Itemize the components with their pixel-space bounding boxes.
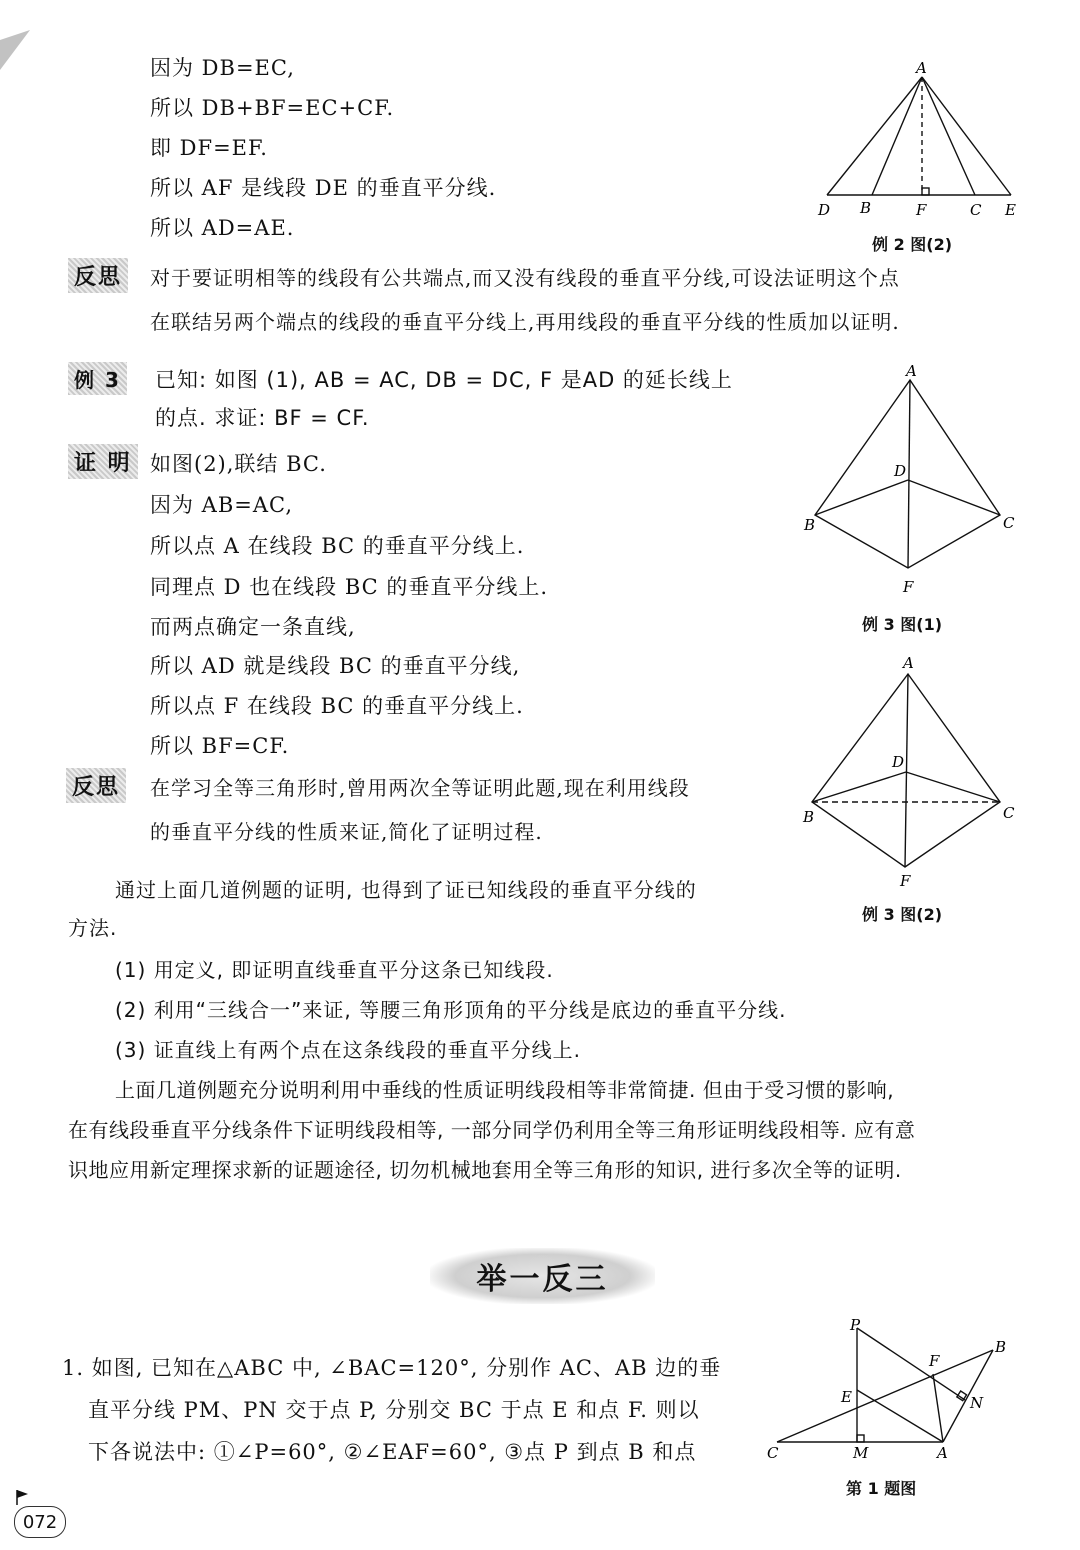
closing-line: 识地应用新定理探求新的证题途径, 切勿机械地套用全等三角形的知识, 进行多次全等的证明. <box>68 1158 902 1182</box>
point-label: N <box>970 1394 984 1412</box>
reflection-label: 反思 <box>68 258 128 293</box>
point-label: B <box>995 1338 1007 1356</box>
point-label: A <box>906 362 917 380</box>
exercise-line: 1. 如图, 已知在△ABC 中, ∠BAC=120°, 分别作 AC、AB 边的垂 <box>62 1356 722 1380</box>
point-label: A <box>937 1444 948 1462</box>
point-label: C <box>1003 804 1015 822</box>
proof-line: 如图(2),联结 BC. <box>150 452 327 476</box>
reflection-line: 对于要证明相等的线段有公共端点,而又没有线段的垂直平分线,可设法证明这个点 <box>150 266 900 290</box>
point-label: E <box>1005 201 1016 219</box>
proof-line: 所以 BF=CF. <box>150 734 290 758</box>
point-label: F <box>903 578 914 596</box>
example3-figure2 <box>800 652 1030 892</box>
proof-line: 即 DF=EF. <box>150 136 268 160</box>
proof-line: 而两点确定一条直线, <box>150 615 356 639</box>
point-label: C <box>970 201 982 219</box>
reflection-label: 反思 <box>66 768 126 803</box>
summary-intro: 通过上面几道例题的证明, 也得到了证已知线段的垂直平分线的 <box>115 878 697 902</box>
closing-line: 在有线段垂直平分线条件下证明线段相等, 一部分同学仍利用全等三角形证明线段相等. 应有意 <box>68 1118 916 1142</box>
closing-line: 上面几道例题充分说明利用中垂线的性质证明线段相等非常简捷. 但由于受习惯的影响, <box>115 1078 895 1102</box>
proof-line: 所以 AD=AE. <box>150 216 295 240</box>
figure-caption: 例 2 图(2) <box>872 235 953 254</box>
example-label: 例 3 <box>68 362 127 395</box>
figure-caption: 第 1 题图 <box>846 1479 917 1498</box>
point-label: B <box>860 199 872 217</box>
point-label: M <box>853 1444 869 1462</box>
point-label: F <box>916 201 927 219</box>
point-label: F <box>900 872 911 890</box>
proof-line: 所以 AD 就是线段 BC 的垂直平分线, <box>150 654 521 678</box>
point-label: P <box>850 1316 861 1334</box>
proof-line: 所以 DB+BF=EC+CF. <box>150 96 395 120</box>
point-label: A <box>903 654 914 672</box>
example3-figure1 <box>800 360 1030 605</box>
figure-caption: 例 3 图(2) <box>862 905 943 924</box>
proof-line: 所以 AF 是线段 DE 的垂直平分线. <box>150 176 497 200</box>
point-label: E <box>841 1388 852 1406</box>
proof-line: 所以点 A 在线段 BC 的垂直平分线上. <box>150 534 525 558</box>
section-title: 举一反三 <box>430 1248 655 1304</box>
method-item: (2) 利用“三线合一”来证, 等腰三角形顶角的平分线是底边的垂直平分线. <box>115 998 787 1022</box>
figure-caption: 例 3 图(1) <box>862 615 943 634</box>
point-label: D <box>818 201 831 219</box>
example2-figure2 <box>815 55 1030 230</box>
summary-intro: 方法. <box>68 916 118 940</box>
exercise-line: 直平分线 PM、PN 交于点 P, 分别交 BC 于点 E 和点 F. 则以 <box>88 1398 700 1422</box>
corner-decoration <box>0 30 40 80</box>
reflection-line: 在联结另两个端点的线段的垂直平分线上,再用线段的垂直平分线的性质加以证明. <box>150 310 900 334</box>
point-label: B <box>804 516 816 534</box>
example-line: 已知: 如图 (1), AB = AC, DB = DC, F 是AD 的延长线上 <box>155 368 733 392</box>
method-item: (3) 证直线上有两个点在这条线段的垂直平分线上. <box>115 1038 582 1062</box>
point-label: B <box>803 808 815 826</box>
page-number: 072 <box>14 1506 66 1538</box>
point-label: C <box>1003 514 1015 532</box>
proof-line: 因为 AB=AC, <box>150 493 294 517</box>
reflection-line: 在学习全等三角形时,曾用两次全等证明此题,现在利用线段 <box>150 776 690 800</box>
point-label: A <box>916 59 927 77</box>
example-line: 的点. 求证: BF = CF. <box>155 406 370 430</box>
proof-line: 同理点 D 也在线段 BC 的垂直平分线上. <box>150 575 549 599</box>
method-item: (1) 用定义, 即证明直线垂直平分这条已知线段. <box>115 958 554 982</box>
reflection-line: 的垂直平分线的性质来证,简化了证明过程. <box>150 820 543 844</box>
proof-line: 所以点 F 在线段 BC 的垂直平分线上. <box>150 694 524 718</box>
point-label: D <box>892 753 905 771</box>
point-label: C <box>767 1444 779 1462</box>
proof-label: 证 明 <box>68 444 138 479</box>
exercise-line: 下各说法中: ①∠P=60°, ②∠EAF=60°, ③点 P 到点 B 和点 <box>88 1440 697 1464</box>
exercise1-figure <box>765 1312 1025 1472</box>
point-label: F <box>929 1352 940 1370</box>
proof-line: 因为 DB=EC, <box>150 56 295 80</box>
flag-icon <box>14 1488 30 1506</box>
point-label: D <box>894 462 907 480</box>
